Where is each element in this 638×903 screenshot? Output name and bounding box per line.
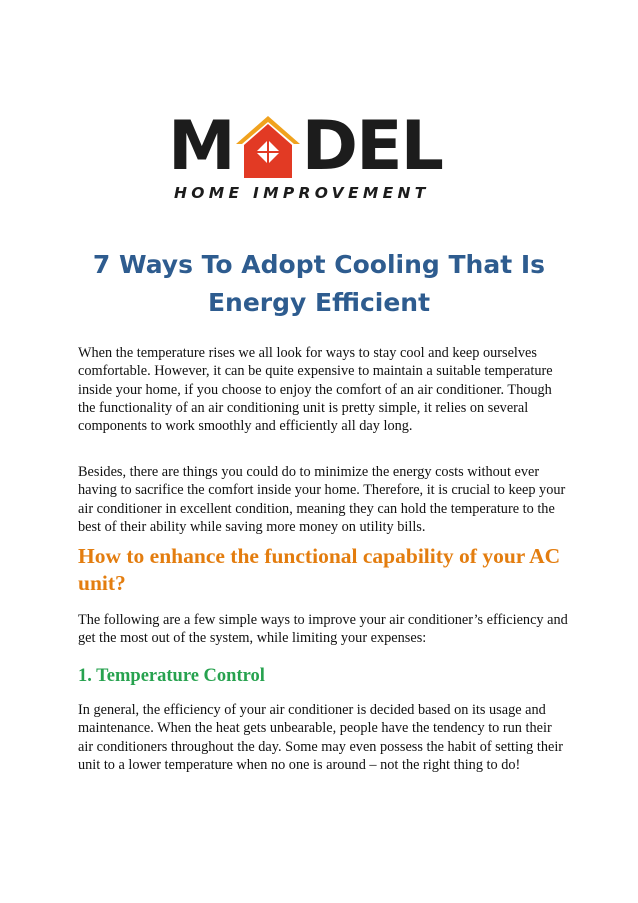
intro-paragraph: When the temperature rises we all look for ways to stay cool and keep ourselves comfortable. However, it can be quite expensive to maintain a suitable temperature inside your home, if you choose to enjoy the comfort of an air conditioner. Though the functionality of an air conditioning unit is pretty simple, it relies on several components to work smoothly and efficiently all day long.: [78, 345, 553, 435]
section-intro-paragraph: The following are a few simple ways to improve your air conditioner’s efficiency and get the most out of the system, while limiting your expenses:: [78, 612, 568, 647]
logo-tagline: HOME IMPROVEMENT: [174, 184, 430, 202]
temperature-control-paragraph: In general, the efficiency of your air conditioner is decided based on its usage and maintenance. When the heat gets unbearable, people have the tendency to run their air conditioners throughout the day. Some may even possess the habit of setting their unit to a lower temperature when no one is around – not the right thing to do!: [78, 702, 564, 773]
logo-letters-del: DEL: [301, 107, 442, 186]
logo-wordmark: [168, 107, 442, 186]
section-heading: How to enhance the functional capability of your AC unit?: [78, 544, 561, 595]
house-icon: [232, 112, 304, 182]
logo-letter-m: M: [168, 107, 234, 186]
model-home-improvement-logo: [168, 100, 468, 210]
second-paragraph: Besides, there are things you could do to minimize the energy costs without ever having to sacrifice the comfort inside your home. Therefore, it is crucial to keep your air conditioner in excellent condition, meaning they can hold the temperature to the best of their ability while saving more money on utility bills.: [78, 464, 566, 535]
subheading-temperature-control: 1. Temperature Control: [78, 666, 265, 686]
article-title: 7 Ways To Adopt Cooling That Is Energy Efficient: [92, 250, 546, 317]
